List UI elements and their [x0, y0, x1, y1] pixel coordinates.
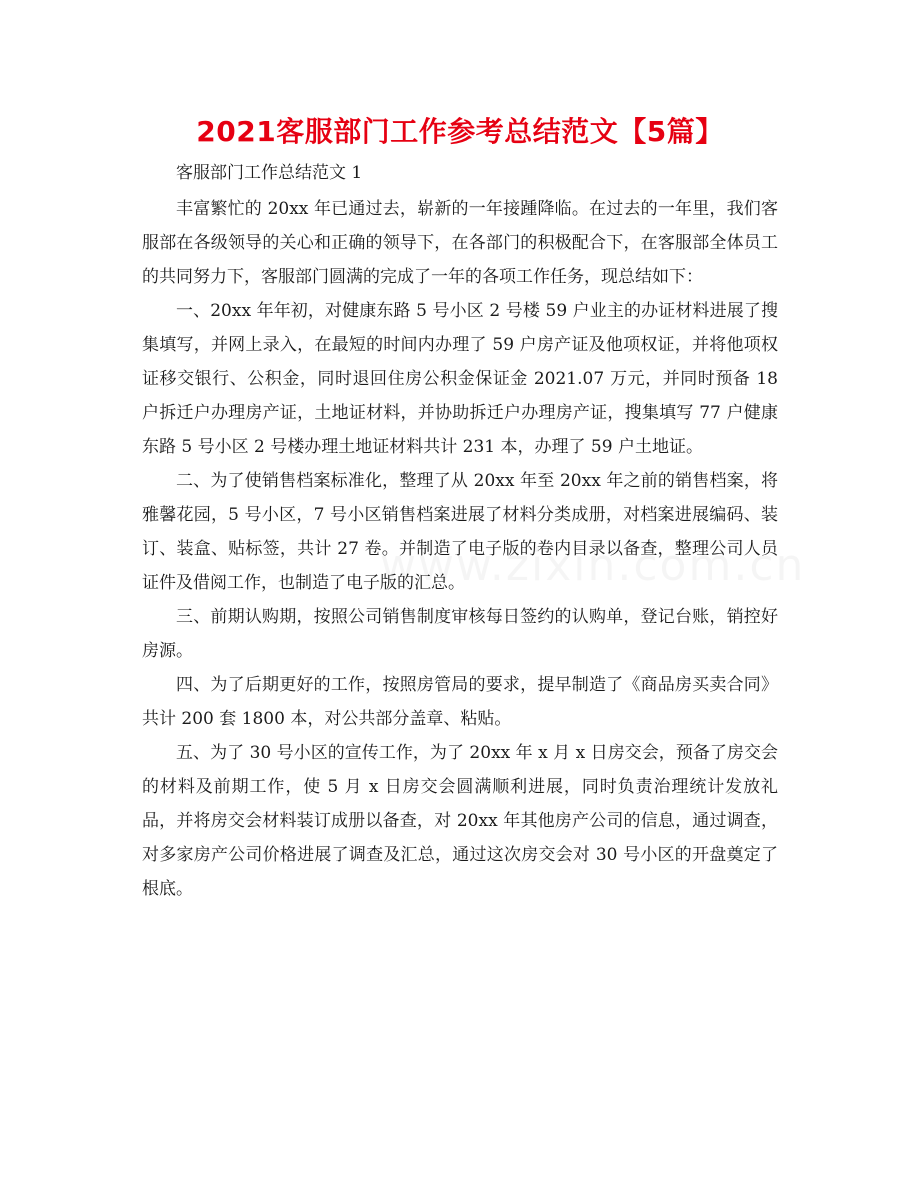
paragraph-intro: 丰富繁忙的 20xx 年已通过去，崭新的一年接踵降临。在过去的一年里，我们客服部在各级领导的关心和正确的领导下，在各部门的积极配合下，在客服部全体员工的共同努力下，客服部门圆满的完成了一年的各项工作任务，现总结如下：	[142, 199, 778, 287]
section-heading: 客服部门工作总结范文 1	[176, 163, 363, 183]
document-title: 2021客服部门工作参考总结范文【5篇】	[196, 115, 724, 148]
paragraph-item-3: 三、前期认购期，按照公司销售制度审核每日签约的认购单，登记台账，销控好房源。	[142, 607, 778, 661]
paragraph-item-4: 四、为了后期更好的工作，按照房管局的要求，提早制造了《商品房买卖合同》共计 200 套 1800 本，对公共部分盖章、粘贴。	[142, 675, 778, 729]
paragraph-item-5: 五、为了 30 号小区的宣传工作，为了 20xx 年 x 月 x 日房交会，预备了房交会的材料及前期工作，使 5 月 x 日房交会圆满顺利进展，同时负责治理统计发放礼品，并将房交会材料装订成册以备查，对 20xx 年其他房产公司的信息，通过调查，对多家房产公司价格进展了调查及汇总，通过这次房交会对 30 号小区的开盘奠定了根底。	[142, 743, 778, 899]
document-body	[142, 192, 778, 906]
paragraph-item-1: 一、20xx 年年初，对健康东路 5 号小区 2 号楼 59 户业主的办证材料进展了搜集填写，并网上录入，在最短的时间内办理了 59 户房产证及他项权证，并将他项权证移交银行、公积金，同时退回住房公积金保证金 2021.07 万元，并同时预备 18 户拆迁户办理房产证，土地证材料，并协助拆迁户办理房产证，搜集填写 77 户健康东路 5 号小区 2 号楼办理土地证材料共计 231 本，办理了 59 户土地证。	[142, 301, 778, 457]
paragraph-item-2: 二、为了使销售档案标准化，整理了从 20xx 年至 20xx 年之前的销售档案，将雅馨花园，5 号小区，7 号小区销售档案进展了材料分类成册，对档案进展编码、装订、装盒、贴标签，共计 27 卷。并制造了电子版的卷内目录以备查，整理公司人员证件及借阅工作，也制造了电子版的汇总。	[142, 471, 778, 593]
